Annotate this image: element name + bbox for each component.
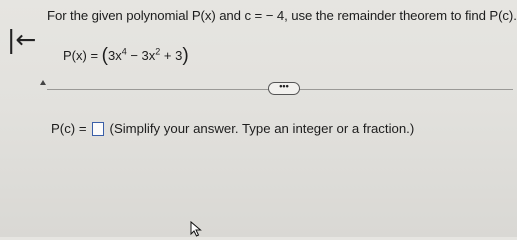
question-text-suffix: , use the remainder theorem to find [284,8,490,23]
polynomial-close-paren: ) [182,45,189,66]
question-period: . [513,8,517,23]
more-options-button[interactable]: ••• [268,82,300,95]
question-text: For the given polynomial [47,8,192,23]
answer-label: P(c) = [51,121,87,136]
question-text-and: and [215,8,245,23]
question-px: P(x) [191,8,216,23]
mouse-pointer-icon [190,221,204,237]
answer-instruction: (Simplify your answer. Type an integer or a fraction.) [109,121,415,136]
polynomial-exponent-1: 4 [121,46,127,57]
question-c-value: c = − 4 [244,8,285,23]
polynomial-open-paren: ( [101,45,108,66]
polynomial-term-2: − 3x [126,48,156,63]
answer-row [51,121,414,136]
polynomial-term-1: 3x [107,48,122,63]
triangle-up-icon[interactable] [40,80,46,85]
polynomial-lhs: P(x) = [63,48,102,63]
answer-input[interactable] [92,122,104,136]
back-arrow-icon[interactable]: |← [7,25,37,54]
question-pc: P(c) [489,8,514,23]
question-prompt [47,8,517,23]
polynomial-expression [63,44,189,66]
polynomial-exponent-2: 2 [155,46,161,57]
polynomial-term-3: + 3 [160,48,183,63]
